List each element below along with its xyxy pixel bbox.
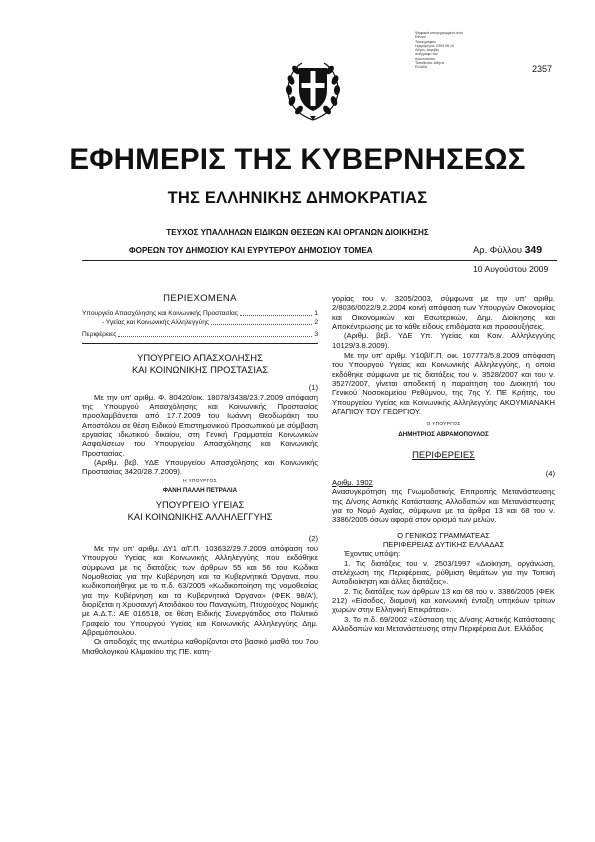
note-line: Ελλάδα [415, 65, 428, 70]
toc-label: Περιφέρειες [82, 331, 117, 339]
decision-body: Οι αποδοχές της ανωτέρω καθορίζονται στο βασικό μισθό του 7ου Μισθολογικού Κλιμακίου της ΠΕ. κατη- [82, 637, 318, 656]
note-line: Λόγος: Ακριβές [415, 48, 440, 53]
toc-heading: ΠΕΡΙΕΧΟΜΕΝΑ [163, 293, 237, 304]
list-item: 3. Το π.δ. 69/2002 «Σύσταση της Δ/νσης Αστικής Κατάστασης Αλλοδαπών και Μετανάστευσης στην Περιφέρεια Δυτ. Ελλάδος [332, 614, 555, 634]
toc-leader [240, 315, 312, 316]
note-line: πρωτοτύπου [415, 56, 436, 61]
signature-role: Η ΥΠΟΥΡΓΟΣ [183, 478, 217, 484]
note-line: Τοποθεσία: Αθήνα [415, 61, 444, 66]
section-title: ΥΠΟΥΡΓΕΙΟ ΥΓΕΙΑΣ [155, 499, 245, 511]
signature-name: ΔΗΜΗΤΡΙΟΣ ΑΒΡΑΜΟΠΟΥΛΟΣ [398, 430, 489, 438]
decision-heading: Ανασυγκρότηση της Γνωμοδοτικής Επιτροπής Μετανάστευσης της Δ/νσης Αστικής Κατάστασης Αλλοδαπών και Μετανάστευσης για το Νομό Αχαΐας, σύμφωνα με τα άρθρα 13 και 68 του ν. 3386/2005 όσων αφορά στον ορισμό των μελών. [332, 487, 555, 525]
decision-number: (2) [308, 534, 318, 544]
digital-signature-note [415, 31, 483, 70]
note-line: Ψηφιακά υπογεγραμμένο από [415, 31, 463, 35]
sheet-number: 349 [524, 244, 543, 256]
section-title: ΚΑΙ ΚΟΙΝΩΝΙΚΗΣ ΑΛΛΗΛΕΓΓΥΗΣ [127, 510, 273, 522]
issue-date: 10 Αυγούστου 2009 [473, 264, 549, 274]
decision-reference: Αριθμ. 1902 [332, 478, 373, 487]
sheet-number-block [473, 244, 542, 256]
decision-reference: (Αριθμ. βεβ. ΥΔΕ Υπουργείου Απασχόλησης και Κοινωνικής Προστασίας 3420/28.7.2009). [82, 458, 318, 477]
toc-rule [82, 343, 318, 344]
toc-page: 2 [314, 319, 318, 327]
sheet-label: Αρ. Φύλλου [473, 244, 522, 255]
section-title: ΠΕΡΙΦΕΡΕΙΕΣ [412, 449, 475, 461]
decision-body: Με την υπ' αριθμ. ΔΥ1 α/Γ.Π. 103632/29.7.2009 απόφαση του Υπουργού Υγείας και Κοινωνικής Αλληλεγγύης που εκδόθηκε σύμφωνα με τις διατάξεις των άρθρων 55 και 56 του Κώδικα Νομοθεσίας για την Κυβέρνηση και τα Κυβερνητικά Όργανα, που κωδικοποιήθηκε με το π.δ. 63/2005 «Κωδικοποίηση της νομοθεσίας για την Κυβέρνηση και τα Κυβερνητικά Όργανα» (ΦΕΚ 98/Α'), διορίζεται η Χρυσαυγή Ατσιδάκου του Παναγιώτη, Πτυχιούχος Νομικής με Α.Δ.Τ.: ΑΕ 016518, σε θέση Ειδικής Συνεργάτιδος στο Πολιτικό Γραφείο του Υπουργού Υγείας και Κοινωνικής Αλληλεγγύης Δημ. Αβραμόπουλου. [82, 543, 319, 637]
toc-label: Υπουργείο Απασχόλησης και Κοινωνικής Προστασίας [82, 310, 239, 318]
toc-page: 3 [314, 331, 318, 339]
considerations-label: Έχοντας υπόψη: [344, 549, 401, 559]
section-title: ΥΠΟΥΡΓΕΙΟ ΑΠΑΣΧΟΛΗΣΗΣ [137, 352, 263, 364]
note-line: Εθνικό [415, 35, 426, 40]
toc-leader [118, 336, 312, 337]
right-column [332, 294, 555, 634]
decision-body: Με την υπ' αριθμ. Φ. 80420/οικ. 18078/3438/23.7.2009 απόφαση της Υπουργού Απασχόλησης και Κοινωνικής Προστασίας προσλαμβάνεται από 17.7.2009 του Ιωάννη Θεοδωράκη του Αποστόλου σε θέση Ειδικού Επιστημονικού Προσωπικού με σύμβαση εργασίας ιδιωτικού δικαίου, στη Γενική Γραμματεία Κοινωνικών Ασφαλίσεων του Υπουργείου Απασχόλησης και Κοινωνικής Προστασίας. [82, 392, 318, 458]
gazette-title: ΕΦΗΜΕΡΙΣ ΤΗΣ ΚΥΒΕΡΝΗΣΕΩΣ [69, 143, 526, 176]
note-line: αντίγραφο του [415, 52, 438, 57]
toc-page: 1 [314, 310, 318, 318]
section-title: ΚΑΙ ΚΟΙΝΩΝΙΚΗΣ ΠΡΟΣΤΑΣΙΑΣ [132, 363, 268, 375]
toc-leader [211, 324, 312, 325]
note-line: Ημερομηνία: 2009.08.10 [415, 43, 455, 48]
decision-number: (4) [545, 468, 555, 478]
decision-number: (1) [308, 383, 318, 393]
list-item: 2. Τις διατάξεις των άρθρων 13 και 68 του ν. 3386/2005 (ΦΕΚ 212) «Είσοδος, διαμονή και κοινωνική ένταξη υπηκόων τρίτων χωρών στην Ελληνική Επικράτεια». [332, 586, 555, 615]
gazette-subtitle: ΤΗΣ ΕΛΛΗΝΙΚΗΣ ΔΗΜΟΚΡΑΤΙΑΣ [167, 189, 428, 207]
issuer-title: ΠΕΡΙΦΕΡΕΙΑΣ ΔΥΤΙΚΗΣ ΕΛΛΑΔΑΣ [382, 540, 505, 550]
list-item: 1. Τις διατάξεις του ν. 2503/1997 «Διοίκηση, οργάνωση, στελέχωση της Περιφέρειας, ρύθμιση θεμάτων για την Τοπική Αυτοδιοίκηση και άλλες διατάξεις». [332, 558, 555, 587]
page-number: 2357 [532, 64, 553, 74]
decision-body: γορίας του ν. 3205/2003, σύμφωνα με την υπ' αριθμ. 2/8036/0022/9.2.2004 κοινή απόφαση των Υπουργών Οικονομίας και Οικονομικών και Εσωτερικών, Δημ. Διοίκησης και Αποκέντρωσης με τα κάθε είδους επιδόματα και προσαυξήσεις. [332, 294, 555, 332]
signature-role: Ο ΥΠΟΥΡΓΟΣ [426, 422, 461, 428]
toc-row [82, 330, 318, 339]
header-rule [82, 260, 557, 261]
coat-of-arms-icon [282, 56, 344, 124]
decision-body: Με την υπ' αριθμ. Υ10β/Γ.Π. οικ. 107773/5.8.2009 απόφαση του Υπουργού Υγείας και Κοινωνικής Αλληλεγγύης, η οποία εκδόθηκε σύμφωνα με τις διατάξεις του ν. 3528/2007 και του ν. 3527/2007, γίνεται αποδεκτή η παραίτηση του Διοικητή του Γενικού Νοσοκομείου Ρεθύμνου, της 7ης Υ. ΠΕ Κρήτης, του Υπουργείου Υγείας και Κοινωνικής Αλληλεγγύης ΑΚΟΥΜΙΑΝΑΚΗ ΑΓΑΠΙΟΥ ΤΟΥ ΓΕΩΡΓΙΟΥ. [332, 351, 555, 417]
toc [82, 309, 318, 339]
signature-name: ΦΑΝΗ ΠΑΛΛΗ ΠΕΤΡΑΛΙΑ [162, 487, 238, 495]
issue-line-2: ΦΟΡΕΩΝ ΤΟΥ ΔΗΜΟΣΙΟΥ ΚΑΙ ΕΥΡΥΤΕΡΟΥ ΔΗΜΟΣΙΟΥ ΤΟΜΕΑ [129, 246, 373, 255]
toc-row [82, 309, 318, 318]
toc-row [82, 318, 318, 327]
note-line: Τυπογραφείο [415, 39, 436, 44]
left-column [82, 294, 318, 656]
decision-reference: (Αριθμ. βεβ. ΥΔΕ Υπ. Υγείας και Κοιν. Αλληλεγγύης 10129/3.8.2009). [332, 331, 555, 350]
issue-line-1: ΤΕΥΧΟΣ ΥΠΑΛΛΗΛΩΝ ΕΙΔΙΚΩΝ ΘΕΣΕΩΝ ΚΑΙ ΟΡΓΑΝΩΝ ΔΙΟΙΚΗΣΗΣ [166, 228, 429, 237]
issuer-title: Ο ΓΕΝΙΚΟΣ ΓΡΑΜΜΑΤΕΑΣ [397, 530, 490, 540]
toc-label: - Υγείας και Κοινωνικής Αλληλεγγύης [102, 319, 210, 327]
